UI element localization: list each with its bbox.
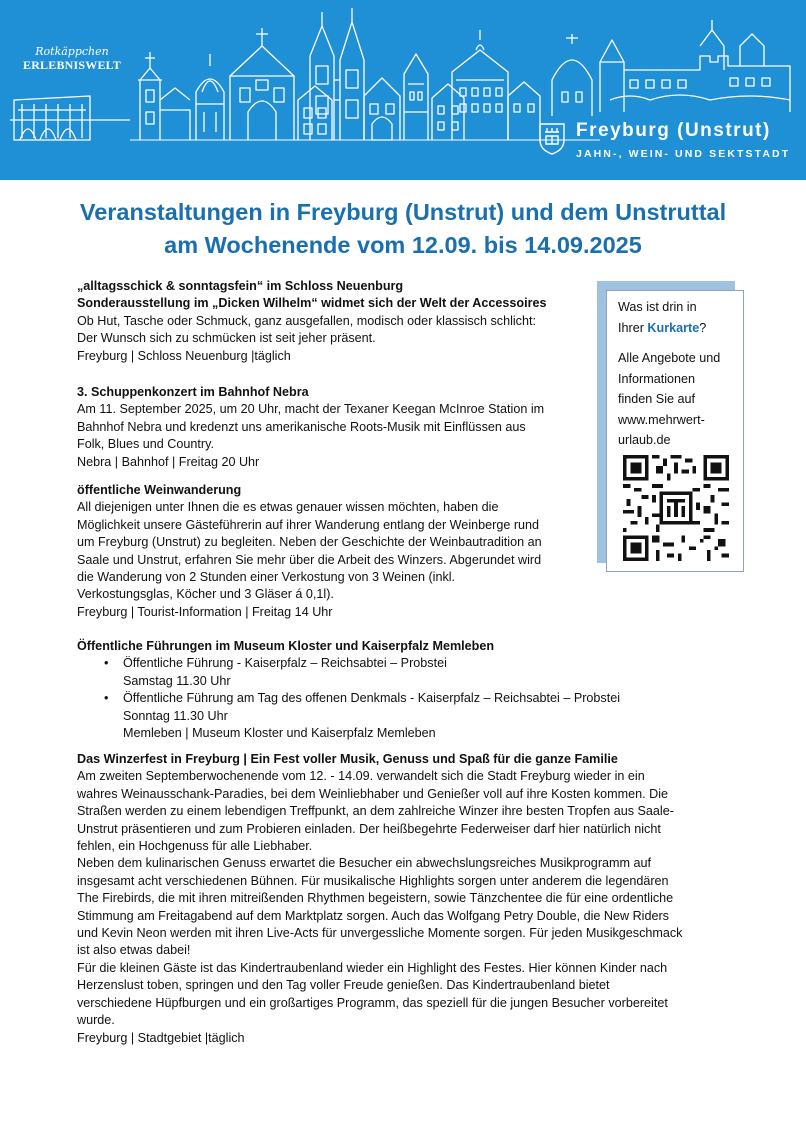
kurkarte-line: Informationen bbox=[618, 371, 696, 386]
event-text-line: wahres Weinausschank-Paradies, bei dem Weinliebhaber und Genießer voll auf ihre Kosten kommen. Die bbox=[77, 786, 669, 801]
event-heading: Öffentliche Führungen im Museum Kloster und Kaiserpfalz Memleben bbox=[77, 639, 495, 653]
event-text-line: insgesamt acht verschiedenen Bühnen. Für musikalische Highlights sorgen unter anderem die legendären bbox=[77, 873, 669, 888]
event-subheading: Sonderausstellung im „Dicken Wilhelm“ widmet sich der Welt der Accessoires bbox=[77, 296, 547, 311]
title-line-1: Veranstaltungen in Freyburg (Unstrut) und dem Unstruttal bbox=[79, 199, 727, 225]
freyburg-brand bbox=[538, 118, 798, 168]
event-text-line: wurde. bbox=[77, 1013, 115, 1028]
page-title bbox=[0, 196, 806, 262]
bullet-icon: • bbox=[104, 656, 109, 671]
event-meta: Freyburg | Stadtgebiet |täglich bbox=[77, 1030, 245, 1045]
rotkaeppchen-logo bbox=[22, 46, 122, 72]
event-meta: Freyburg | Tourist-Information | Freitag 14 Uhr bbox=[77, 604, 333, 619]
event-text-line: verschiedene Hüpfburgen und ein großartiges Programm, das speziell für die jungen Besucher vorbereitet bbox=[77, 995, 668, 1010]
brand-caps-text: ERLEBNISWELT bbox=[22, 58, 121, 72]
event-text-line: Am 11. September 2025, um 20 Uhr, macht der Texaner Keegan McInroe Station im bbox=[77, 402, 545, 417]
title-line-2: am Wochenende vom 12.09. bis 14.09.2025 bbox=[164, 232, 642, 258]
tour-time-row bbox=[77, 708, 620, 725]
kurkarte-accent: Kurkarte bbox=[647, 320, 700, 335]
kurkarte-suffix: ? bbox=[699, 320, 707, 335]
event-heading: „alltagsschick & sonntagsfein“ im Schloss Neuenburg bbox=[77, 279, 404, 293]
tour-time-row bbox=[77, 673, 620, 690]
event-schuppenkonzert bbox=[77, 384, 544, 471]
event-text-line: The Firebirds, die mit ihren mitreißenden Rhythmen begeistern, sowie Tänzchentee die für eine ordentliche bbox=[77, 891, 674, 906]
kurkarte-url-part[interactable]: urlaub.de bbox=[618, 433, 671, 447]
event-weinwanderung bbox=[77, 482, 542, 621]
event-text-line: fehlen, ein Hochgenuss für alle Liebhaber. bbox=[77, 839, 313, 854]
city-name: Freyburg (Unstrut) bbox=[576, 120, 771, 141]
event-text-line: All diejenigen unter Ihnen die es etwas genauer wissen möchten, haben die bbox=[77, 500, 499, 515]
tour-time: Samstag 11.30 Uhr bbox=[123, 673, 231, 688]
event-text-line: die Wanderung von 2 Stunden einer Verkostung von 3 Weinen (inkl. bbox=[77, 570, 456, 585]
event-text-line: und Kevin Neon werden mit ihren Live-Acts für unvergessliche Momente sorgen. Für jeden Musikgeschmack bbox=[77, 926, 683, 941]
bullet-icon: • bbox=[104, 691, 109, 706]
kurkarte-url-part[interactable]: www.mehrwert- bbox=[618, 412, 705, 427]
event-text-line: Der Wunsch sich zu schmücken ist seit jeher präsent. bbox=[77, 331, 376, 346]
list-item bbox=[77, 655, 620, 672]
event-text-line: Möglichkeit unsere Gästeführerin auf ihrer Wanderung entlang der Weinberge rund bbox=[77, 517, 540, 532]
kurkarte-prefix: Ihrer bbox=[618, 320, 648, 335]
event-heading: 3. Schuppenkonzert im Bahnhof Nebra bbox=[77, 385, 309, 399]
tour-title: Öffentliche Führung am Tag des offenen Denkmals - Kaiserpfalz – Reichsabtei – Probstei bbox=[123, 691, 621, 706]
kurkarte-line: Was ist drin in bbox=[618, 300, 697, 314]
event-text-line: Neben dem kulinarischen Genuss erwartet die Besucher ein abwechslungsreiches Musikprogramm auf bbox=[77, 856, 651, 871]
event-meta: Memleben | Museum Kloster und Kaiserpfalz Memleben bbox=[123, 726, 436, 741]
event-text-line: Herzenslust toben, springen und den Tag voller Freude genießen. Das Kindertraubenland bietet bbox=[77, 978, 610, 993]
header-banner bbox=[0, 0, 806, 180]
city-tagline: JAHN-, WEIN- UND SEKTSTADT bbox=[576, 148, 791, 160]
event-meta-row bbox=[77, 725, 620, 742]
tour-title: Öffentliche Führung - Kaiserpfalz – Reichsabtei – Probstei bbox=[123, 656, 447, 671]
kurkarte-info-box bbox=[606, 290, 744, 572]
kurkarte-question bbox=[618, 318, 733, 339]
event-text-line: Verkostungsglas, Köcher und 3 Gläser á 0,1l). bbox=[77, 587, 334, 602]
event-heading: Das Winzerfest in Freyburg | Ein Fest voller Musik, Genuss und Spaß für die ganze Familie bbox=[77, 752, 618, 766]
kurkarte-line: finden Sie auf bbox=[618, 392, 696, 406]
brand-script-text: Rotkäppchen bbox=[35, 45, 109, 58]
event-text-line: Unstrut präsentieren und zum Probieren einladen. Der heißbegehrte Federweiser darf hier natürlich nicht bbox=[77, 821, 661, 836]
kurkarte-line: Alle Angebote und bbox=[618, 351, 721, 365]
qr-code-icon[interactable] bbox=[623, 455, 729, 561]
event-meta: Nebra | Bahnhof | Freitag 20 Uhr bbox=[77, 454, 260, 469]
event-text-line: Straßen werden zu einem lebendigen Treffpunkt, an dem zahlreiche Winzer ihre besten Tropfen aus Saale- bbox=[77, 804, 674, 819]
event-text-line: Am zweiten Septemberwochenende vom 12. - 14.09. verwandelt sich die Stadt Freyburg wieder in ein bbox=[77, 769, 645, 784]
event-schloss-neuenburg bbox=[77, 278, 547, 365]
event-meta: Freyburg | Schloss Neuenburg |täglich bbox=[77, 348, 291, 363]
event-winzerfest bbox=[77, 751, 682, 1047]
event-text-line: ist also etwas dabei! bbox=[77, 943, 191, 958]
event-text-line: um Freyburg (Unstrut) zu begleiten. Neben der Geschichte der Weinbautradition an bbox=[77, 535, 542, 550]
event-text-line: Ob Hut, Tasche oder Schmuck, ganz ausgefallen, modisch oder klassisch schlicht: bbox=[77, 313, 536, 328]
tour-time: Sonntag 11.30 Uhr bbox=[123, 708, 228, 723]
event-text-line: Stimmung am Freitagabend auf dem Marktplatz sorgen. Auch das Wolfgang Petry Double, die New Riders bbox=[77, 908, 669, 923]
event-heading: öffentliche Weinwanderung bbox=[77, 483, 242, 497]
event-text-line: Für die kleinen Gäste ist das Kindertraubenland wieder ein Highlight des Festes. Hier können Kinder nach bbox=[77, 960, 668, 975]
event-text-line: Bahnhof Nebra und kredenzt uns amerikanische Roots-Musik mit Einflüssen aus bbox=[77, 419, 526, 434]
list-item bbox=[77, 690, 620, 707]
event-text-line: Folk, Blues und Country. bbox=[77, 437, 214, 452]
city-crest-icon bbox=[538, 122, 566, 156]
event-text-line: Saale und Unstrut, erfahren Sie mehr über die Arbeit des Winzers. Abgerundet wird bbox=[77, 552, 542, 567]
event-memleben-fuehrungen bbox=[77, 638, 620, 742]
